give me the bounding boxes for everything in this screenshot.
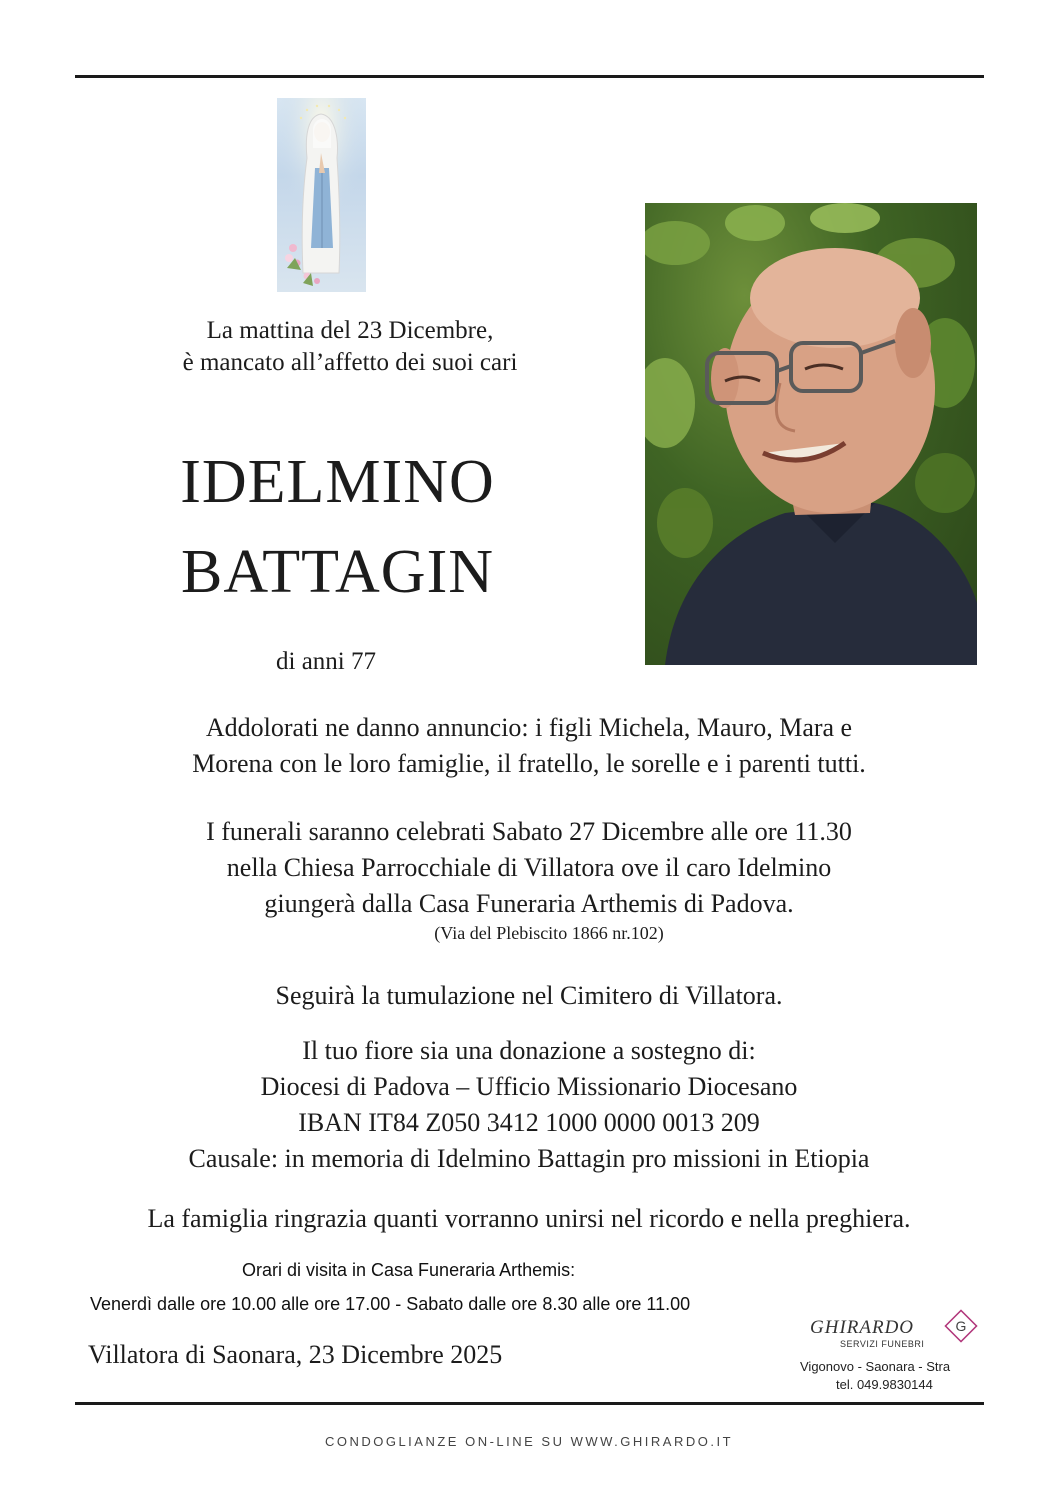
place-and-date: Villatora di Saonara, 23 Dicembre 2025 <box>88 1340 503 1369</box>
family-thanks: La famiglia ringrazia quanti vorranno unirsi nel ricordo e nella preghiera. <box>147 1204 911 1233</box>
deceased-age: di anni 77 <box>276 648 376 675</box>
intro-line-2: è mancato all’affetto dei suoi cari <box>182 349 518 376</box>
intro-line-1: La mattina del 23 Dicembre, <box>206 317 494 344</box>
top-divider <box>75 75 984 78</box>
madonna-holy-card-image <box>277 98 366 292</box>
funeral-home-subtitle: SERVIZI FUNEBRI <box>840 1339 925 1349</box>
intro-text <box>100 315 600 379</box>
funeral-home-locations: Vigonovo - Saonara - Stra <box>800 1359 951 1374</box>
donation-line-2: Diocesi di Padova – Ufficio Missionario Diocesano <box>260 1072 798 1101</box>
funeral-details <box>0 814 1058 944</box>
funeral-home-name: GHIRARDO <box>810 1317 915 1338</box>
burial-text: Seguirà la tumulazione nel Cimitero di Villatora. <box>275 981 783 1010</box>
funeral-line-1: I funerali saranno celebrati Sabato 27 Dicembre alle ore 11.30 <box>206 817 852 846</box>
donation-causale: Causale: in memoria di Idelmino Battagin pro missioni in Etiopia <box>188 1144 870 1173</box>
monogram-letter: G <box>955 1318 967 1334</box>
funeral-home-logo <box>792 1303 992 1398</box>
funeral-home-phone: tel. 049.9830144 <box>836 1377 933 1392</box>
deceased-last-name: BATTAGIN <box>180 538 494 606</box>
announcement <box>0 710 1058 782</box>
funeral-line-3: giungerà dalla Casa Funeraria Arthemis di Padova. <box>264 889 794 918</box>
visiting-title: Orari di visita in Casa Funeraria Arthemis: <box>242 1260 576 1280</box>
funeral-address: (Via del Plebiscito 1866 nr.102) <box>434 923 664 943</box>
portrait-photo <box>645 203 977 665</box>
donation-block <box>0 1033 1058 1177</box>
donation-line-1: Il tuo fiore sia una donazione a sostegno di: <box>302 1036 756 1065</box>
footer-website[interactable]: CONDOGLIANZE ON-LINE SU WWW.GHIRARDO.IT <box>324 1434 734 1449</box>
donation-iban: IBAN IT84 Z050 3412 1000 0000 0013 209 <box>298 1108 760 1137</box>
visiting-hours: Venerdì dalle ore 10.00 alle ore 17.00 - Sabato dalle ore 8.30 alle ore 11.00 <box>90 1294 691 1314</box>
announcement-line-1: Addolorati ne danno annuncio: i figli Michela, Mauro, Mara e <box>205 713 853 742</box>
announcement-line-2: Morena con le loro famiglie, il fratello, le sorelle e i parenti tutti. <box>192 749 866 778</box>
funeral-line-2: nella Chiesa Parrocchiale di Villatora ove il caro Idelmino <box>226 853 832 882</box>
bottom-divider <box>75 1402 984 1405</box>
deceased-first-name: IDELMINO <box>180 448 495 516</box>
monogram-diamond-icon <box>944 1309 978 1343</box>
